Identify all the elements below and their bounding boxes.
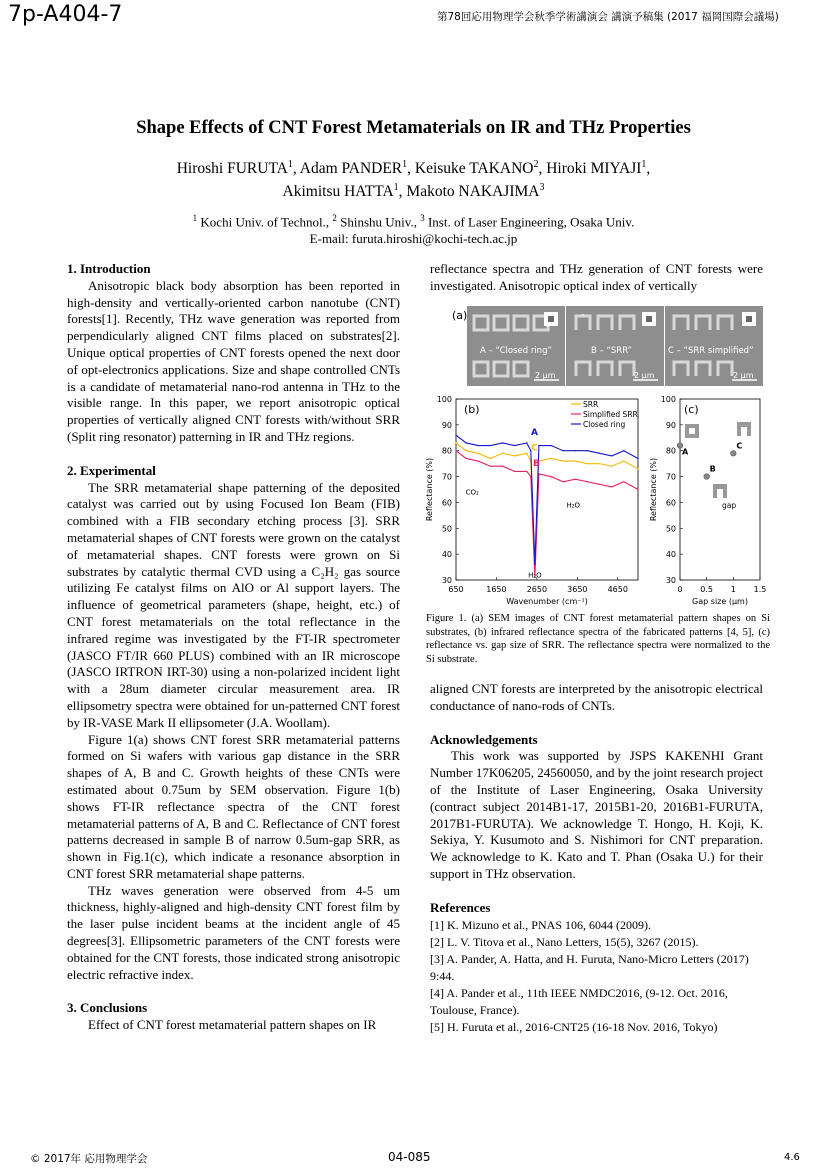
- reference-list: [430, 917, 763, 1036]
- point-label: B: [709, 464, 716, 474]
- reference-item: [4] A. Pander et al., 11th IEEE NMDC2016, (9-12. Oct. 2016, Toulouse, France).: [430, 985, 728, 1017]
- data-point: [514, 471, 515, 472]
- data-point: [623, 481, 624, 482]
- chart-c: [649, 395, 766, 606]
- y-tick-label: 60: [441, 498, 452, 508]
- srr-simplified-icon: [737, 422, 751, 436]
- data-point: [575, 460, 576, 461]
- data-point: [455, 442, 456, 443]
- author-name: Hiroki MIYAJI: [546, 160, 642, 178]
- sem-label-a: A – “Closed ring”: [480, 346, 552, 356]
- footer-right: 4.6: [784, 1152, 800, 1163]
- gap-label: gap: [722, 501, 737, 510]
- data-point: [599, 484, 600, 485]
- panel-c-label: (c): [684, 403, 699, 416]
- sem-label-c: C – “SRR simplified”: [668, 346, 754, 356]
- x-tick-label: 4650: [607, 585, 628, 594]
- data-point: [550, 476, 551, 477]
- sem-image-b: [566, 306, 664, 386]
- data-point: [455, 435, 456, 436]
- x-tick-label: 650: [448, 585, 464, 594]
- affil-name: Kochi Univ. of Technol.,: [197, 214, 333, 230]
- data-point: [575, 478, 576, 479]
- paragraph: aligned CNT forests are interpreted by the anisotropic electrical conductance of nano-rods of CNTs.: [430, 681, 763, 713]
- author-name: Makoto NAKAJIMA: [406, 183, 540, 201]
- section-gap: [430, 883, 763, 900]
- data-point: [637, 458, 638, 459]
- data-point: [587, 463, 588, 464]
- section-heading: 3. Conclusions: [67, 1000, 148, 1016]
- data-point: [502, 442, 503, 443]
- data-point: [562, 450, 563, 451]
- point-label: A: [682, 447, 689, 457]
- left-column: [67, 261, 400, 1034]
- author-name: Keisuke TAKANO: [414, 160, 534, 178]
- scale-label-a: 2 μm: [535, 371, 556, 380]
- section-gap: [67, 446, 400, 463]
- annotation: B: [533, 459, 540, 470]
- conference-header: 第78回応用物理学会秋季学術講演会 講演予稿集 (2017 福岡国際会議場): [437, 11, 779, 23]
- data-point: [550, 458, 551, 459]
- author-affil-mark: 2: [533, 159, 539, 170]
- section-gap: [430, 715, 763, 732]
- paper-code: 7p-A404-7: [8, 2, 123, 27]
- data-point: [490, 458, 491, 459]
- y-tick-label: 70: [441, 472, 452, 482]
- data-point: [637, 489, 638, 490]
- sem-image-c: [665, 306, 763, 386]
- series-line-1: [456, 451, 638, 578]
- data-point: [587, 481, 588, 482]
- y-tick-label: 50: [441, 524, 452, 534]
- y-tick-label: 50: [665, 524, 676, 534]
- y-tick-label: 70: [665, 472, 676, 482]
- data-point: [587, 450, 588, 451]
- data-point: [502, 466, 503, 467]
- footer-page-number: 04-085: [388, 1150, 431, 1164]
- x-tick-label: 0.5: [700, 585, 714, 594]
- x-tick-label: 1: [730, 585, 736, 594]
- data-point: [526, 453, 527, 454]
- annotation: H₂O: [528, 571, 542, 580]
- x-tick-label: 1.5: [753, 585, 767, 594]
- data-point: [478, 453, 479, 454]
- author-name: Hiroshi FURUTA: [176, 160, 288, 178]
- legend-label: Closed ring: [583, 420, 626, 429]
- series-line-0: [456, 443, 638, 570]
- section-heading: 1. Introduction: [67, 261, 151, 276]
- reference-item: [5] H. Furuta et al., 2016-CNT25 (16-18 Nov. 2016, Tokyo): [430, 1019, 718, 1034]
- data-point: [550, 445, 551, 446]
- data-point: [637, 468, 638, 469]
- data-point: [611, 466, 612, 467]
- scale-label-c: 2 μm: [733, 371, 754, 380]
- y-axis-label: Reflectance (%): [425, 457, 434, 522]
- x-tick-label: 3650: [567, 585, 588, 594]
- email: E-mail: furuta.hiroshi@kochi-tech.ac.jp: [309, 231, 518, 247]
- sem-image-a: [467, 306, 565, 386]
- data-point: [502, 453, 503, 454]
- data-point: [534, 564, 535, 565]
- data-point: [611, 455, 612, 456]
- series-line-2: [456, 435, 638, 564]
- reference-item: [3] A. Pander, A. Hatta, and H. Furuta, Nano-Micro Letters (2017) 9:44.: [430, 951, 749, 983]
- legend-label: SRR: [583, 400, 599, 409]
- affil-mark: 1: [192, 213, 198, 223]
- data-point: [490, 466, 491, 467]
- sem-label-b: B – “SRR”: [591, 346, 632, 356]
- author-affil-mark: 1: [402, 159, 408, 170]
- paragraph: Effect of CNT forest metamaterial pattern shapes on IR: [88, 1017, 377, 1033]
- data-point: [731, 451, 737, 457]
- scale-label-b: 2 μm: [634, 371, 655, 380]
- panel-b-label: (b): [464, 403, 480, 416]
- affil-name: Inst. of Laser Engineering, Osaka Univ.: [424, 214, 635, 230]
- y-tick-label: 80: [665, 446, 676, 456]
- data-point: [465, 458, 466, 459]
- data-point: [599, 463, 600, 464]
- affil-mark: 3: [420, 213, 425, 223]
- point-label: C: [736, 441, 743, 451]
- data-point: [562, 460, 563, 461]
- data-point: [562, 481, 563, 482]
- data-point: [623, 450, 624, 451]
- figure-graphics: [426, 304, 770, 612]
- affiliations: [0, 210, 827, 247]
- author-affil-mark: 1: [641, 159, 647, 170]
- data-point: [611, 486, 612, 487]
- y-tick-label: 90: [665, 420, 676, 430]
- x-tick-label: 1650: [486, 585, 507, 594]
- y-tick-label: 40: [665, 550, 676, 560]
- data-point: [526, 471, 527, 472]
- y-tick-label: 30: [441, 576, 452, 585]
- data-point: [465, 442, 466, 443]
- x-axis-label: Gap size (μm): [692, 597, 748, 606]
- data-point: [599, 453, 600, 454]
- y-tick-label: 30: [665, 576, 676, 585]
- data-point: [704, 474, 710, 480]
- y-tick-label: 100: [436, 395, 452, 404]
- reference-item: [1] K. Mizuno et al., PNAS 106, 6044 (2009).: [430, 917, 651, 932]
- figure-caption: Figure 1. (a) SEM images of CNT forest metamaterial pattern shapes on Si substrates, (b) infrared reflectance spectra of the fabricated patterns [4, 5], (c) reflectance vs. gap size of SRR. The reflectance spectra were normalized to the Si substrate.: [426, 613, 770, 665]
- author-affil-mark: 1: [393, 182, 399, 194]
- y-tick-label: 90: [441, 420, 452, 430]
- srr-icon: [713, 484, 727, 498]
- figure-1: [426, 304, 770, 617]
- data-point: [575, 450, 576, 451]
- section-heading: Acknowledgements: [430, 731, 538, 747]
- x-axis-label: Wavenumber (cm⁻¹): [506, 597, 588, 606]
- author-list: [0, 155, 827, 201]
- author-affil-mark: 1: [287, 159, 293, 170]
- section-heading: 2. Experimental: [67, 462, 156, 478]
- affil-mark: 2: [332, 213, 337, 223]
- section-heading: References: [430, 899, 491, 915]
- paragraph: The SRR metamaterial shape patterning of the deposited catalyst was carried out by using Focused Ion Beam (FIB) combined with a FIB secondary etching process [3]. SRR metamaterial shapes of CNT forests were grown on the catalyst of metamaterial shapes. CNT forests were grown on Si substrates by catalytic thermal CVD using a C₂H₂ gas source utilizing Fe catalyst films on AlO or Al support layers. The influence of geometrical parameters (shape, height, etc.) of CNT forest metamaterials on the total reflectance in the infrared regime was investigated by the FT-IR spectrometer (JASCO FT/IR 660 PLUS) combined with an IR microscope (JASCO IRTRON IRT-30) using a non-polarized incident light with a 28um diameter circular measurement area. IR ellipsometry spectra were obtained for un-patterned CNT forest by IR-VASE Mark II ellipsometer (J.A. Woollam).: [67, 479, 400, 730]
- data-point: [514, 455, 515, 456]
- data-point: [455, 450, 456, 451]
- y-tick-label: 80: [441, 446, 452, 456]
- author-name: Akimitsu HATTA: [282, 183, 394, 201]
- y-tick-label: 40: [441, 550, 452, 560]
- data-point: [623, 460, 624, 461]
- paper-title: Shape Effects of CNT Forest Metamaterials on IR and THz Properties: [136, 118, 691, 138]
- right-column-top: [430, 261, 763, 295]
- y-axis-label: Reflectance (%): [649, 457, 658, 522]
- author-name: Adam PANDER: [299, 160, 403, 178]
- paragraph: reflectance spectra and THz generation of CNT forests were investigated. Anisotropic optical index of vertically: [430, 261, 763, 293]
- y-tick-label: 60: [665, 498, 676, 508]
- x-tick-label: 0: [677, 585, 683, 594]
- paragraph: Figure 1(a) shows CNT forest SRR metamaterial patterns formed on Si wafers with various gap distance in the SRR shapes of A, B and C. Growth heights of these CNTs were estimated about 0.75um by SEM observation. Figure 1(b) shows FT-IR reflectance spectra of the CNT forest metamaterial patterns of A, B and C. Reflectance of CNT forest patterns decreased in sample B of narrow 0.5um-gap SRR, as shown in Fig.1(c), which indicate a resonance absorption in CNT forest SRR metamaterial shape patterns.: [67, 731, 400, 881]
- data-point: [465, 450, 466, 451]
- data-point: [478, 445, 479, 446]
- data-point: [514, 445, 515, 446]
- annotation: H₂O: [566, 501, 581, 510]
- section-gap: [67, 983, 400, 1000]
- author-affil-mark: 3: [539, 182, 545, 194]
- chart-b: [425, 395, 639, 606]
- legend-label: Simplified SRR: [583, 410, 638, 419]
- annotation: C: [531, 443, 538, 454]
- reference-item: [2] L. V. Titova et al., Nano Letters, 15(5), 3267 (2015).: [430, 934, 699, 949]
- y-tick-label: 100: [660, 395, 676, 404]
- affil-name: Shinshu Univ.,: [336, 214, 421, 230]
- data-point: [526, 442, 527, 443]
- affiliation-line: [0, 210, 827, 230]
- author-line-1: Hiroshi FURUTA$^1$, Adam PANDER$^1$, Keisuke TAKANO$^2$, Hiroki MIYAJI$^1$,: [176, 159, 651, 178]
- footer-copyright: © 2017年 応用物理学会: [30, 1153, 148, 1165]
- right-column: [430, 681, 763, 1036]
- author-line-2: Akimitsu HATTA$^1$, Makoto NAKAJIMA$^3$: [282, 182, 545, 201]
- paragraph: THz waves generation were observed from 4-5 um thickness, highly-aligned and high-density CNT forest film by the laser pulse incident beams at the incident angle of 45 degrees[3]. Ellipsometric parameters of the CNT forests were obtained for the CNT forests, those indicated strong anisotropic electric refractive index.: [67, 882, 400, 982]
- panel-a-label: (a): [452, 309, 468, 322]
- annotation: CO₂: [465, 488, 479, 497]
- right-column-body: [430, 681, 763, 917]
- data-point: [538, 445, 539, 446]
- closed-ring-icon: [685, 424, 699, 438]
- paragraph: Anisotropic black body absorption has been reported in high-density and vertically-oriented carbon nanotube (CNT) forests[1]. Recently, THz wave generation was reported from perpendicularly aligned CNT films placed on substrates[2]. Unique optical properties of CNT forests opened the next door of opt-electronics applications. Size and shape controlled CNTs is a candidate of metamaterial nano-rod antenna in THz to the visible range. In this paper, we report anisotropic optical properties of vertically aligned CNT forests with/without SRR (Split ring resonator) patterning in IR and THz regions.: [67, 277, 400, 444]
- annotation: A: [530, 428, 538, 439]
- data-point: [478, 460, 479, 461]
- data-point: [490, 445, 491, 446]
- paragraph: This work was supported by JSPS KAKENHI Grant Number 17K06205, 24560050, and by the joint research project of the Institute of Laser Engineering, Osaka University (contract subject 2014B1-17, 2015B1-20, 2016B1-FURUTA, 2017B1-FURUTA). We acknowledge T. Hongo, H. Koji, K. Sekiya, Y. Kusumoto and S. Nishimori for CNT preparation. We acknowledge to K. Kato and T. Phan (Osaka U.) for their support in THz observation.: [430, 748, 763, 881]
- x-tick-label: 2650: [526, 585, 548, 594]
